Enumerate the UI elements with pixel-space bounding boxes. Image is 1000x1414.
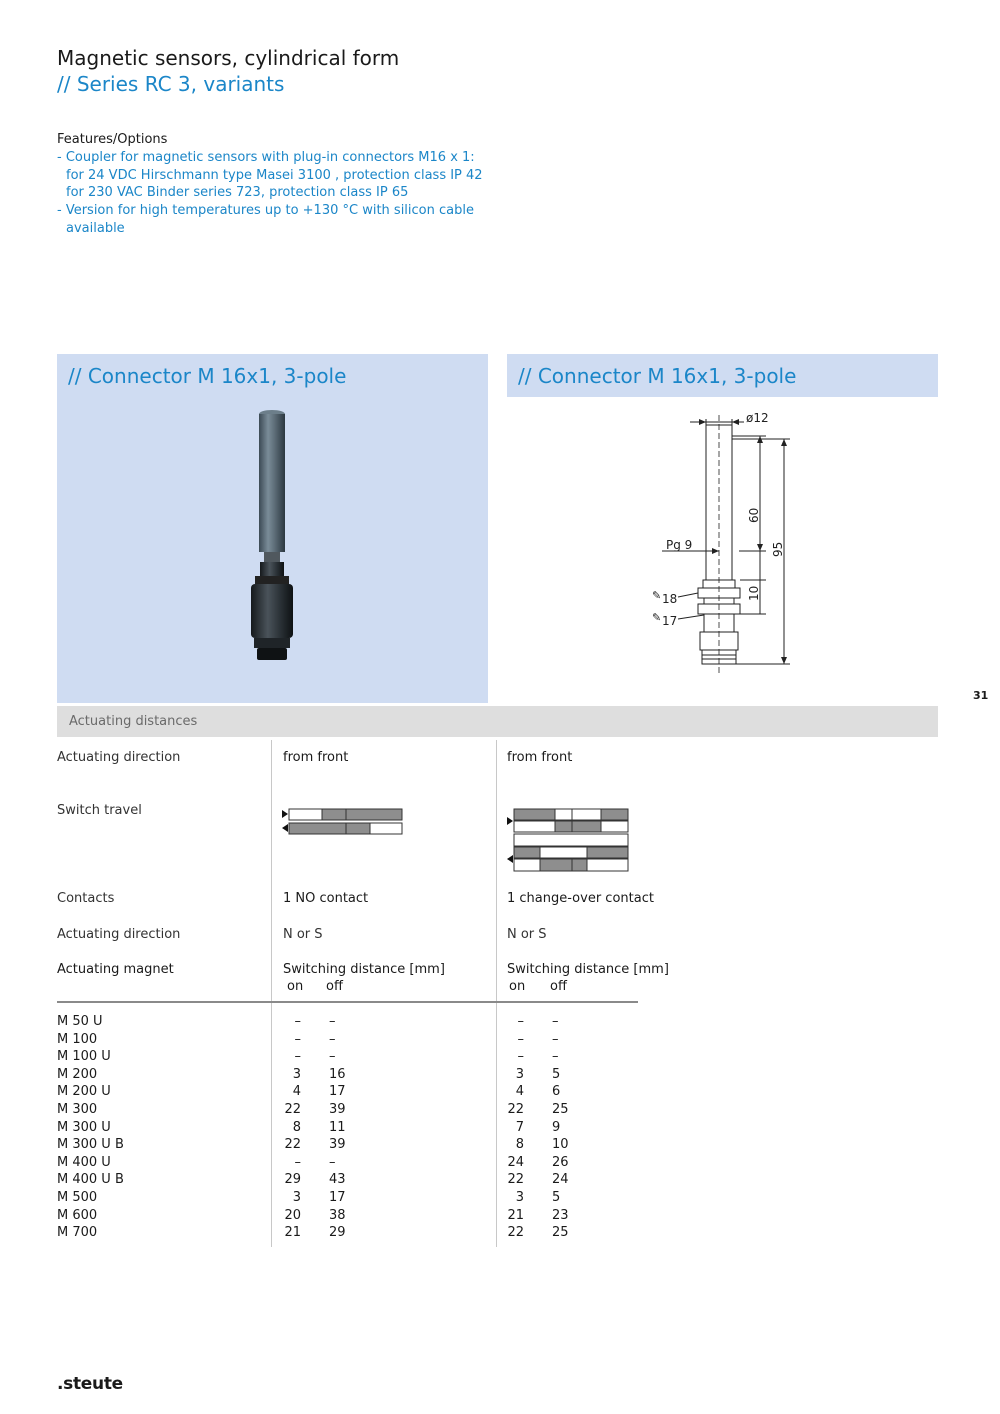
no-off-value: –: [329, 1031, 336, 1047]
contacts-value: 1 change-over contact: [507, 891, 654, 906]
off-header: off: [550, 979, 567, 994]
switch-travel-diagram-no: [280, 806, 406, 838]
co-off-value: 5: [552, 1190, 561, 1205]
actuating-direction2-label: Actuating direction: [57, 927, 181, 942]
section-title: Actuating distances: [69, 714, 198, 729]
co-off-value: 6: [552, 1084, 561, 1100]
dim-95-label: 95: [771, 541, 785, 557]
wrench-18-label: 18: [662, 592, 678, 606]
no-on-value: 3: [292, 1066, 301, 1082]
diameter-label: ø12: [746, 411, 769, 425]
co-off-value: 10: [552, 1137, 569, 1153]
product-photo-panel: [57, 354, 488, 703]
magnet-name: M 500: [57, 1190, 98, 1205]
actuating-direction-value: from front: [283, 750, 349, 765]
switching-distance-header: Switching distance [mm]: [283, 962, 445, 977]
co-on-value: 7: [515, 1119, 524, 1135]
magnet-name: M 300: [57, 1102, 98, 1117]
magnet-name: M 200 U: [57, 1084, 111, 1100]
dim-60-label: 60: [747, 507, 761, 523]
co-off-value: 24: [552, 1172, 569, 1188]
co-off-value: 5: [552, 1066, 561, 1082]
dim-10-label: 10: [747, 585, 761, 601]
co-on-value: –: [517, 1031, 524, 1047]
page-subtitle: // Series RC 3, variants: [57, 72, 285, 96]
no-off-value: 11: [329, 1119, 346, 1135]
co-on-value: 24: [507, 1154, 524, 1170]
on-header: on: [509, 979, 526, 994]
no-on-value: 3: [292, 1190, 301, 1205]
magnet-name: M 50 U: [57, 1014, 103, 1029]
no-on-value: 4: [292, 1084, 301, 1100]
co-off-value: 9: [552, 1119, 561, 1135]
off-header: off: [326, 979, 343, 994]
contacts-label: Contacts: [57, 891, 115, 906]
magnet-name: M 300 U: [57, 1119, 111, 1135]
no-on-value: –: [294, 1049, 301, 1065]
co-on-value: –: [517, 1014, 524, 1029]
co-off-value: 26: [552, 1154, 569, 1170]
magnet-name: M 400 U B: [57, 1172, 124, 1188]
magnet-name: M 100 U: [57, 1049, 111, 1065]
switch-travel-label: Switch travel: [57, 803, 142, 818]
no-on-value: –: [294, 1031, 301, 1047]
co-on-value: 4: [515, 1084, 524, 1100]
magnet-name: M 100: [57, 1031, 98, 1047]
feature-line: available: [66, 220, 125, 236]
no-on-value: –: [294, 1154, 301, 1170]
feature-line: - Coupler for magnetic sensors with plug-in connectors M16 x 1:: [57, 150, 475, 165]
no-off-value: 43: [329, 1172, 346, 1188]
co-on-value: 21: [507, 1207, 524, 1223]
actuating-direction-value: from front: [507, 750, 573, 765]
no-on-value: 29: [284, 1172, 301, 1188]
wrench-17-label: 17: [662, 614, 678, 628]
magnet-name: M 600: [57, 1207, 98, 1223]
thread-label: Pg 9: [666, 538, 693, 552]
no-off-value: –: [329, 1154, 336, 1170]
no-on-value: 8: [292, 1119, 301, 1135]
no-on-value: 21: [284, 1225, 301, 1241]
wrench-icon: ✎: [652, 589, 662, 602]
no-off-value: 17: [329, 1084, 346, 1100]
co-off-value: –: [552, 1014, 559, 1029]
magnet-name: M 400 U: [57, 1154, 111, 1170]
feature-line: for 230 VAC Binder series 723, protection class IP 65: [66, 185, 409, 200]
co-on-value: 8: [515, 1137, 524, 1153]
no-off-value: –: [329, 1049, 336, 1065]
no-on-value: 20: [284, 1207, 301, 1223]
no-on-value: –: [294, 1014, 301, 1029]
no-on-value: 22: [284, 1102, 301, 1117]
magnet-name: M 300 U B: [57, 1137, 124, 1153]
no-off-value: 29: [329, 1225, 346, 1241]
no-off-value: 38: [329, 1207, 346, 1223]
switch-travel-diagram-co: [504, 806, 634, 876]
no-off-value: 39: [329, 1137, 346, 1153]
no-off-value: 16: [329, 1066, 346, 1082]
co-off-value: 23: [552, 1207, 569, 1223]
column-divider: [496, 740, 497, 1247]
magnet-name: M 700: [57, 1225, 98, 1241]
feature-line: for 24 VDC Hirschmann type Masei 3100 , protection class IP 42: [66, 167, 483, 183]
co-off-value: –: [552, 1031, 559, 1047]
co-on-value: 3: [515, 1066, 524, 1082]
right-panel-title: // Connector M 16x1, 3-pole: [518, 364, 797, 388]
table-rule: [57, 1001, 638, 1003]
no-off-value: 39: [329, 1102, 346, 1117]
left-panel-title: // Connector M 16x1, 3-pole: [68, 364, 347, 388]
switching-distance-header: Switching distance [mm]: [507, 962, 669, 977]
co-on-value: 22: [507, 1172, 524, 1188]
features-heading: Features/Options: [57, 132, 168, 147]
page-number: 31: [973, 689, 989, 702]
actuating-magnet-label: Actuating magnet: [57, 962, 174, 977]
wrench-icon: ✎: [652, 611, 662, 624]
actuating-direction2-value: N or S: [507, 927, 547, 942]
actuating-direction-label: Actuating direction: [57, 750, 181, 765]
feature-line: - Version for high temperatures up to +130 °C with silicon cable: [57, 203, 474, 218]
co-on-value: 3: [515, 1190, 524, 1205]
page-title: Magnetic sensors, cylindrical form: [57, 46, 400, 70]
dimension-drawing: [640, 405, 800, 675]
co-off-value: –: [552, 1049, 559, 1065]
co-on-value: 22: [507, 1102, 524, 1117]
co-off-value: 25: [552, 1102, 569, 1117]
contacts-value: 1 NO contact: [283, 891, 369, 906]
drawing-panel-header: [507, 354, 938, 397]
brand-logo: .steute: [57, 1374, 123, 1394]
co-off-value: 25: [552, 1225, 569, 1241]
magnet-name: M 200: [57, 1066, 98, 1082]
no-off-value: –: [329, 1014, 336, 1029]
co-on-value: –: [517, 1049, 524, 1065]
sensor-photo: [237, 404, 307, 664]
actuating-direction2-value: N or S: [283, 927, 323, 942]
column-divider: [271, 740, 272, 1247]
no-off-value: 17: [329, 1190, 346, 1205]
on-header: on: [287, 979, 304, 994]
co-on-value: 22: [507, 1225, 524, 1241]
no-on-value: 22: [284, 1137, 301, 1153]
